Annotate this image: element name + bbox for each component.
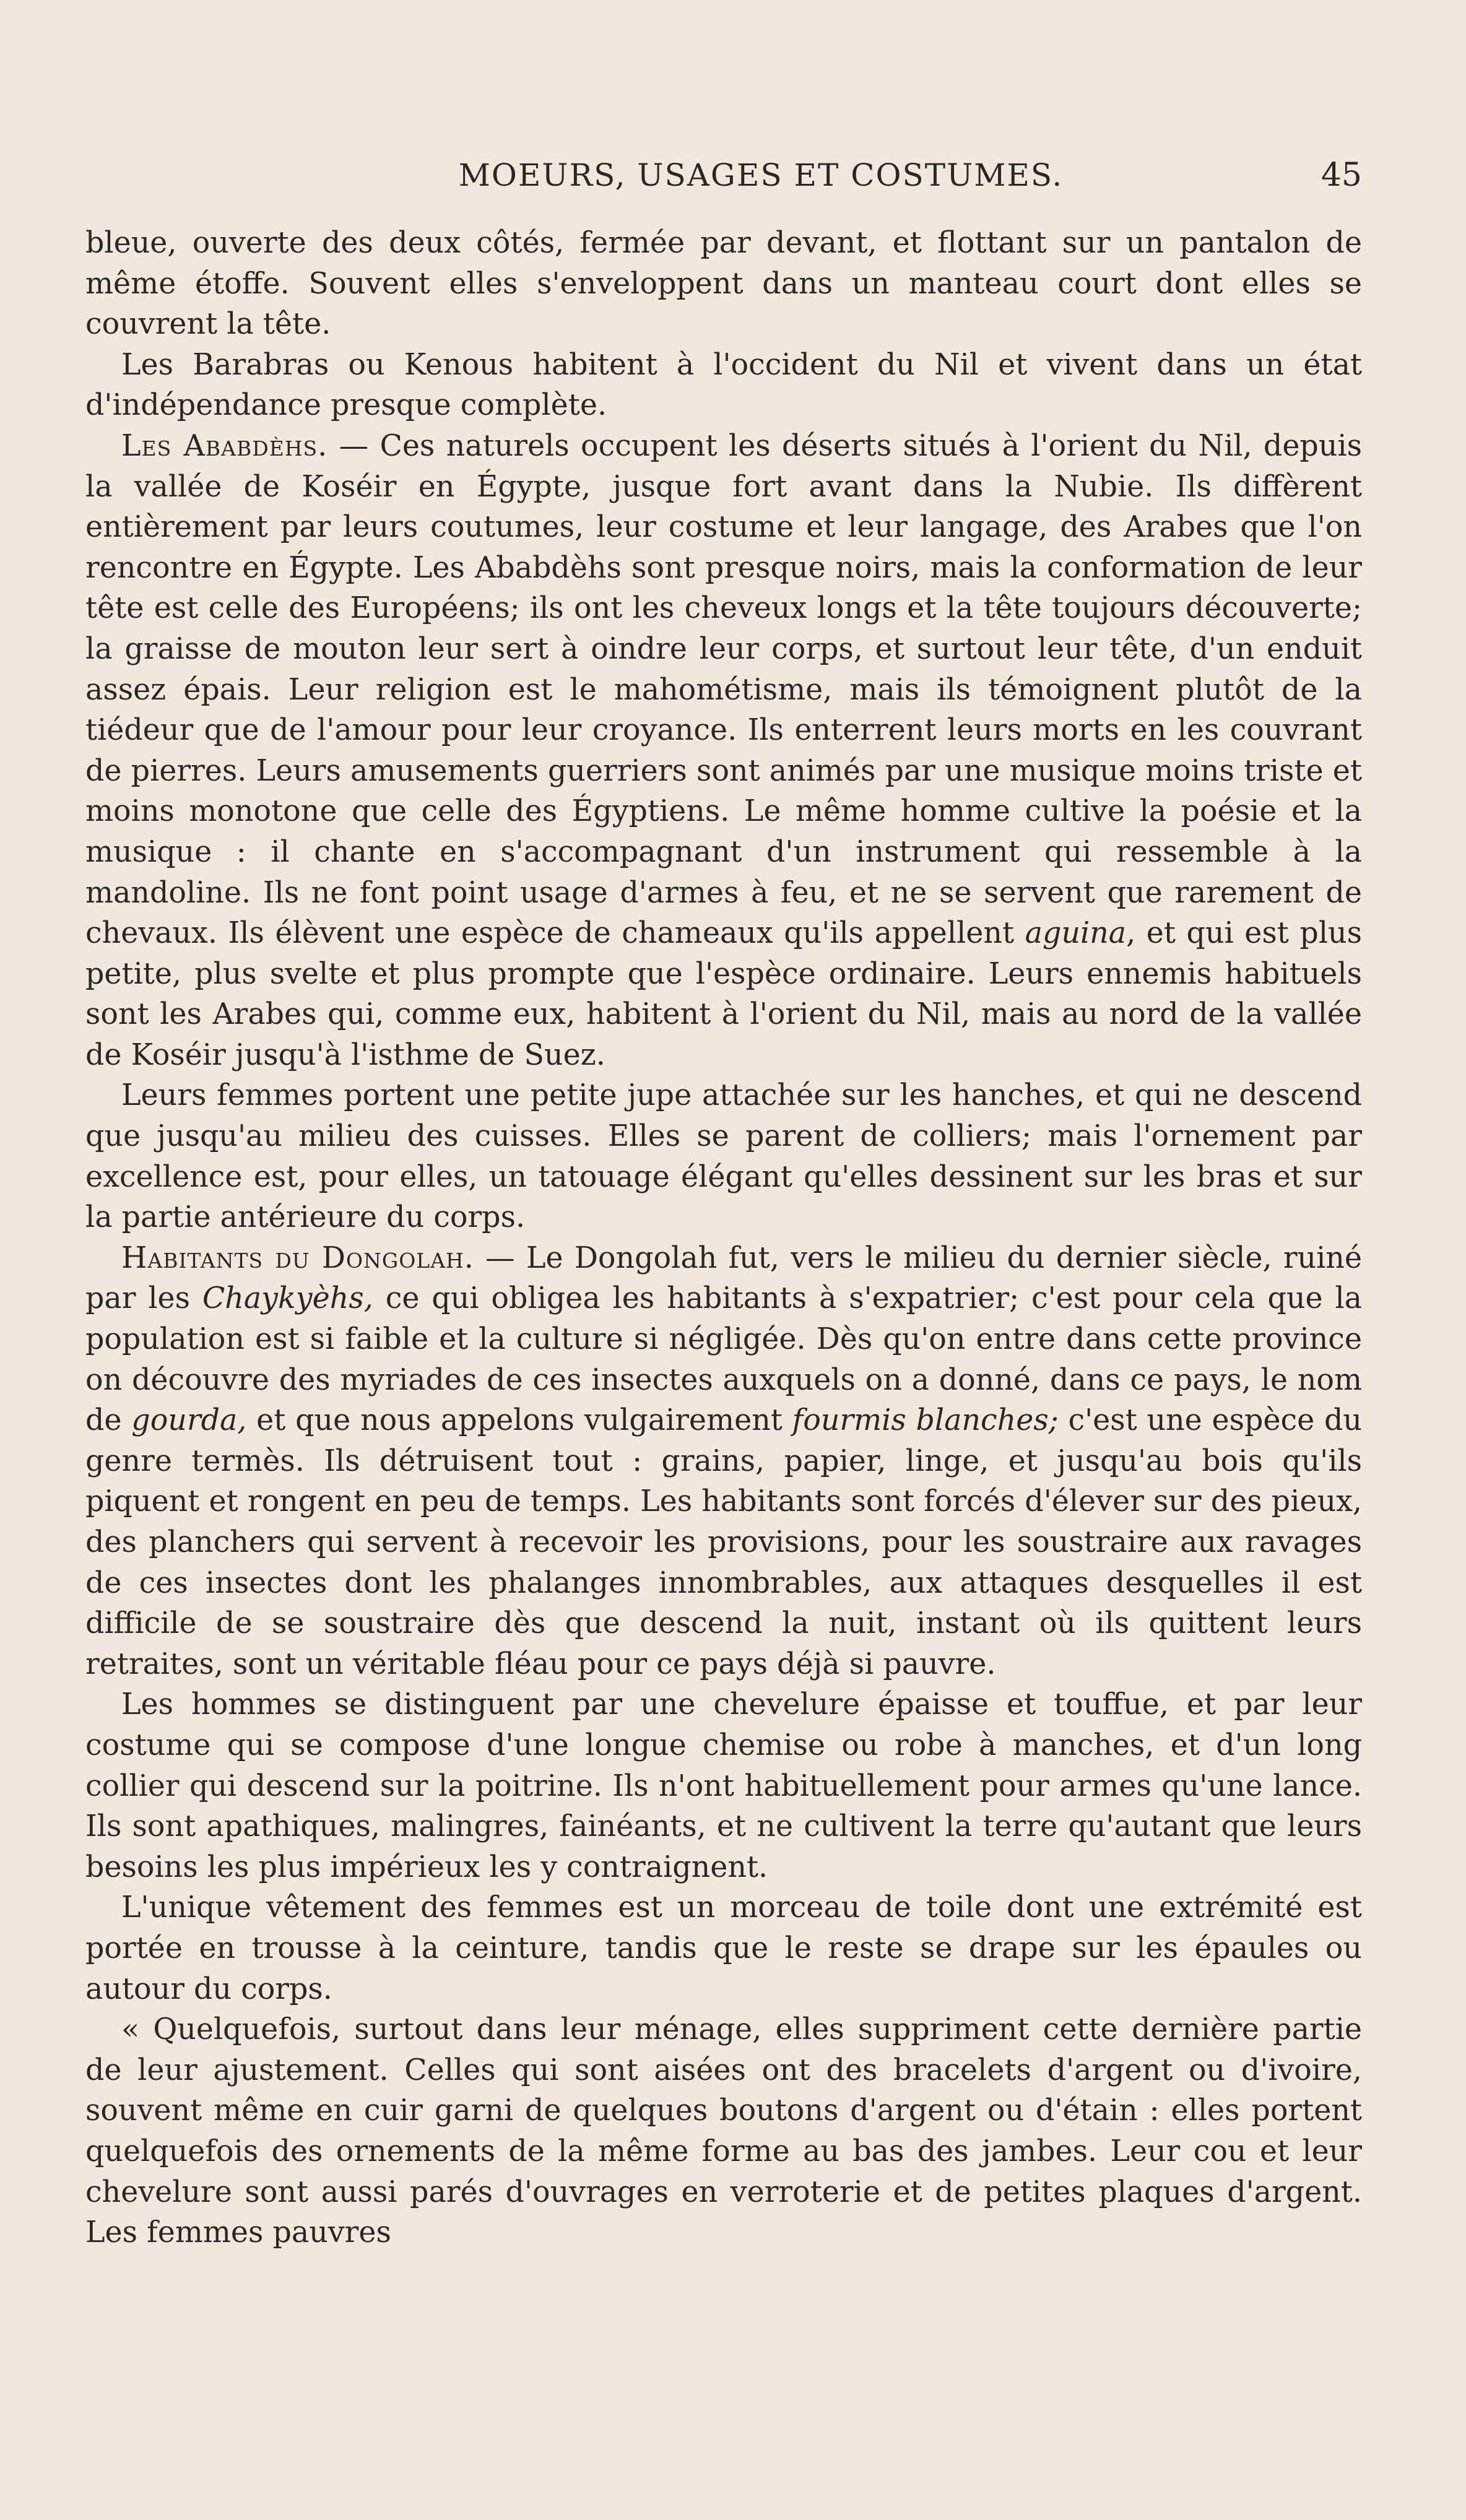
paragraph-text: Les hommes se distinguent par une chevelure épaisse et touffue, et par leur costume qui se compose d'une longue chemise ou robe à manches, et d'un long collier qui descend sur la poitrine. Ils n'ont habituellement pour armes qu'une lance. Ils sont apathiques, malingres, fainéants, et ne cultivent la terre qu'autant que leurs besoins les plus impérieux les y contraignent. — [85, 1687, 1362, 1884]
running-head — [85, 150, 1362, 200]
paragraph-women-ababdehs — [85, 1075, 1362, 1237]
italic-term: Chaykyèhs, — [202, 1281, 373, 1316]
paragraph-text: « Quelquefois, surtout dans leur ménage, elles suppriment cette dernière partie de leur ajustement. Celles qui sont aisées ont des bracelets d'argent ou d'ivoire, souvent même en cuir garni de quelques boutons d'argent ou d'étain : elles portent quelquefois des ornements de la même forme au bas des jambes. Leur cou et leur chevelure sont aussi parés d'ouvrages en verroterie et de petites plaques d'argent. Les femmes pauvres — [85, 2012, 1362, 2250]
italic-term: fourmis blanches; — [792, 1403, 1059, 1438]
paragraph-text: et que nous appelons vulgairement — [246, 1403, 792, 1438]
section-lead: Les Ababdèhs. — [121, 428, 328, 463]
paragraph-text: bleue, ouverte des deux côtés, fermée par devant, et flottant sur un pantalon de même étoffe. Souvent elles s'enveloppent dans un manteau court dont elles se couvrent la tête. — [85, 226, 1362, 342]
page-number: 45 — [1321, 157, 1362, 194]
running-title: MOEURS, USAGES ET COSTUMES. — [458, 157, 1064, 193]
paragraph-text: — Le Dongolah fut, vers le milieu du dernier siècle, ruiné par les — [85, 1241, 1363, 1316]
paragraph-barabras — [85, 345, 1362, 426]
paragraph-text: c'est une espèce du genre termès. Ils détruisent tout : grains, papier, linge, et jusqu'au bois qu'ils piquent et rongent en peu de temps. Les habitants sont forcés d'élever sur des pieux, des planchers qui servent à recevoir les provisions, pour les soustraire aux ravages de ces insectes dont les phalanges innombrables, aux attaques desquelles il est difficile de se soustraire dès que descend la nuit, instant où ils quittent leurs retraites, sont un véritable fléau pour ce pays déjà si pauvre. — [85, 1403, 1362, 1681]
paragraph-dongolah — [85, 1238, 1362, 1685]
paragraph-text: — Ces naturels occupent les déserts situés à l'orient du Nil, depuis la vallée de Koséir en Égypte, jusque fort avant dans la Nubie. Ils diffèrent entièrement par leurs coutumes, leur costume et leur langage, des Arabes que l'on rencontre en Égypte. Les Ababdèhs sont presque noirs, mais la conformation de leur tête est celle des Européens; ils ont les cheveux longs et la tête toujours découverte; la graisse de mouton leur sert à oindre leur corps, et surtout leur tête, d'un enduit assez épais. Leur religion est le mahométisme, mais ils témoignent plutôt de la tiédeur que de l'amour pour leur croyance. Ils enterrent leurs morts en les couvrant de pierres. Leurs amusements guerriers sont animés par une musique moins triste et moins monotone que celle des Égyptiens. Le même homme cultive la poésie et la musique : il chante en s'accompagnant d'un instrument qui ressemble à la mandoline. Ils ne font point usage d'armes à feu, et ne se servent que rarement de chevaux. Ils élèvent une espèce de chameaux qu'ils appellent — [85, 428, 1362, 951]
italic-term: gourda, — [131, 1403, 247, 1438]
section-lead: Habitants du Dongolah. — [121, 1241, 474, 1275]
paragraph-text: L'unique vêtement des femmes est un morceau de toile dont une extrémité est portée en trousse à la ceinture, tandis que le reste se drape sur les épaules ou autour du corps. — [85, 1890, 1362, 2006]
body-text — [85, 223, 1362, 2253]
paragraph-text: , et qui est plus petite, plus svelte et plus prompte que l'espèce ordinaire. Leurs ennemis habituels sont les Arabes qui, comme eux, habitent à l'orient du Nil, mais au nord de la vallée de Koséir jusqu'à l'isthme de Suez. — [85, 916, 1363, 1072]
paragraph-women-garment — [85, 1887, 1362, 2009]
paragraph-continuation — [85, 223, 1362, 345]
paragraph-text: Les Barabras ou Kenous habitent à l'occident du Nil et vivent dans un état d'indépendance presque complète. — [85, 347, 1362, 423]
italic-term: aguina — [1025, 916, 1127, 951]
paragraph-text: ce qui obligea les habitants à s'expatrier; c'est pour cela que la population est si faible et la culture si négligée. Dès qu'on entre dans cette province on découvre des myriades de ces insectes auxquels on a donné, dans ce pays, le nom de — [85, 1281, 1362, 1438]
paragraph-ababdehs — [85, 426, 1362, 1076]
paragraph-men — [85, 1684, 1362, 1887]
paragraph-ornaments — [85, 2009, 1362, 2253]
paragraph-text: Leurs femmes portent une petite jupe attachée sur les hanches, et qui ne descend que jusqu'au milieu des cuisses. Elles se parent de colliers; mais l'ornement par excellence est, pour elles, un tatouage élégant qu'elles dessinent sur les bras et sur la partie antérieure du corps. — [85, 1078, 1362, 1235]
